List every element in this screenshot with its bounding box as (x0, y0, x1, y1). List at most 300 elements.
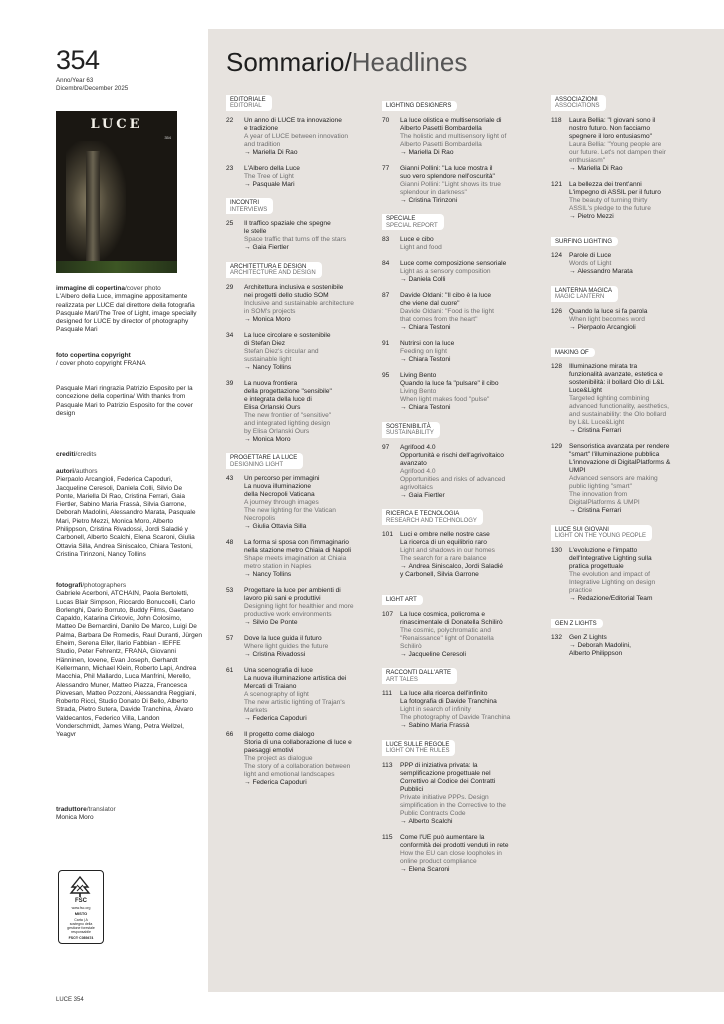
entry-body (569, 443, 705, 515)
section-label-en: LIGHT ON THE RULES (386, 748, 450, 754)
entry-title-en: Gianni Pollini: "Light shows its true splendour in darkness" (400, 180, 501, 196)
entry-title: Un percorso per immagini La nuova illuminazione della Necropoli Vaticana (244, 475, 320, 498)
page-number: 87 (382, 292, 390, 299)
page-number: 39 (226, 379, 234, 387)
contents-section (551, 612, 705, 659)
entry-author: → Daniela Colli (400, 276, 536, 284)
entry-author: → Deborah Madolini, Alberto Philippson (569, 642, 705, 658)
issue-number: 354 (56, 45, 100, 75)
section-label-en: DESIGNING LIGHT (230, 461, 284, 468)
entry-author: → Monica Moro (244, 316, 380, 324)
section-label (226, 262, 322, 278)
credits-heading-line (56, 451, 202, 459)
contents-entry (551, 117, 705, 173)
cover-image (56, 111, 177, 273)
entry-title-en: A year of LUCE between innovation and tradition (244, 132, 349, 148)
entry-title-en: Shape meets imagination at Chiaia metro station in Naples (244, 555, 347, 570)
contents-section (226, 261, 380, 444)
contents-entry (382, 292, 536, 332)
entry-title-en: When light becomes word (569, 315, 645, 323)
contents-entry (382, 690, 536, 730)
contents-entry (551, 252, 705, 276)
entry-title: L'Albero della Luce (244, 164, 300, 172)
entry-title: Gianni Pollini: "La luce mostra il suo vero splendore nell'oscurità" (400, 164, 495, 180)
contents-entry (226, 635, 380, 659)
section-label-it: EDITORIALE (230, 96, 266, 103)
contents-entry (382, 611, 536, 659)
section-label (551, 348, 595, 358)
entry-body (244, 165, 380, 189)
contents-section (551, 341, 705, 516)
entry-author: → Cristina Tirinzoni (400, 197, 536, 205)
fsc-tree-icon (68, 876, 92, 898)
entry-author: → Giulia Ottavia Silla (244, 523, 380, 531)
page-number: 34 (226, 331, 234, 339)
entry-title: Nutrirsi con la luce (400, 340, 455, 347)
section-label-en: SUSTAINABILITY (386, 430, 434, 436)
fsc-mark: FSC (75, 898, 87, 904)
section-label (551, 237, 618, 247)
entry-author: → Andrea Siniscalco, Jordi Saladié y Carbonell, Silvia Garrone (400, 563, 536, 579)
entry-author: → Gaia Fiertler (400, 492, 536, 500)
entry-body (400, 117, 536, 157)
entry-title: Luce e cibo (400, 236, 434, 243)
section-label (382, 740, 455, 756)
section-label-en: INTERVIEWS (230, 206, 268, 213)
entry-body (400, 611, 536, 659)
section-label (551, 286, 618, 302)
issue-date: Dicembre/December 2025 (56, 85, 129, 93)
contents-section (551, 285, 705, 332)
section-label-it: RACCONTI DALL'ARTE (386, 670, 452, 676)
entry-author: → Mariella Di Rao (244, 149, 380, 157)
entry-title-en: Feeding on light (400, 348, 447, 355)
entry-body (569, 634, 705, 658)
entry-body (569, 181, 705, 221)
entry-title: Living Bento Quando la luce fa "pulsare" il cibo (400, 372, 499, 387)
entry-title: La luce cosmica, policroma e rinascimentale di Donatella Schilirò (400, 610, 503, 626)
contents-section (551, 94, 705, 221)
fsc-mix: MISTO (74, 911, 88, 916)
entry-body (400, 762, 536, 826)
entry-title-en: Davide Oldani: "Food is the light that comes from the heart" (400, 308, 494, 323)
entry-title-en: Laura Bellia: "Young people are our future. Let's not dampen their enthusiasm" (569, 140, 666, 164)
entry-author: → Chiara Testoni (400, 356, 536, 364)
entry-title-en: The holistic and multisensory light of Alberto Pasetti Bombardella (400, 132, 507, 148)
entry-title: Gen Z Lights (569, 634, 607, 641)
entry-author: → Cristina Rivadossi (244, 651, 380, 659)
section-label (382, 214, 444, 230)
section-label-it: INCONTRI (230, 200, 259, 206)
fsc-code: FSC® C089474 (68, 936, 94, 940)
section-label (382, 509, 483, 525)
section-label-it: RICERCA E TECNOLOGIA (386, 511, 460, 517)
page-number: 111 (382, 690, 393, 697)
entry-body (400, 834, 536, 874)
contents-section (382, 421, 536, 500)
entry-body (569, 117, 705, 173)
entry-author: → Redazione/Editorial Team (569, 595, 705, 603)
entry-title: Il traffico spaziale che spegne le stelle (244, 220, 331, 235)
section-label (382, 101, 457, 111)
authors-list: Pierpaolo Arcangioli, Federica Capoduri, Jacqueline Ceresoli, Daniela Colli, Silvio De Ponte, Mariella Di Rao, Cristina Ferrari, Gaia Fiertler, Sabino Maria Frassà, Silvia Garrone, Deborah Madolini, Alessandro Marata, Pasquale Mari, Pietro Mezzi, Monica Moro, Alberto Philippson, Cristina Rivadossi, Jordi Saladié y Carbonell, Alberto Scalchi, Elena Scaroni, Giulia Ottavia Silla, Andrea Siniscalco, Chiara Testoni, Cristina Tirinzoni, Nancy Tollins (56, 476, 196, 558)
translator-heading: traduttore (56, 806, 87, 813)
entry-author: → Sabino Maria Frassà (400, 722, 536, 730)
entry-title-en: Designing light for healthier and more productive work environments (244, 603, 354, 618)
page-number: 107 (382, 610, 394, 618)
entry-author: → Federica Capoduri (244, 779, 380, 787)
title-it: Sommario (226, 47, 345, 77)
entry-title: Il progetto come dialogo Storia di una collaborazione di luce e paesaggi emotivi (244, 731, 352, 754)
section-label (382, 595, 423, 605)
entry-title-en: Light and food (400, 244, 442, 251)
cover-copyright (56, 352, 202, 369)
entry-title: La bellezza dei trent'anni L'impegno di ASSIL per il futuro (569, 180, 661, 196)
entry-title-en: Light in search of infinity The photography of Davide Tranchina (400, 706, 511, 721)
page-footer: LUCE 354 (56, 997, 84, 1003)
page-number: 84 (382, 260, 390, 267)
entry-title: La nuova frontiera della progettazione "sensibile" e integrata della luce di Elisa Orlanski Ours (244, 379, 332, 411)
entry-author: → Nancy Tollins (244, 364, 380, 372)
contents-entry (382, 372, 536, 412)
section-label-it: ARCHITETTURA E DESIGN (230, 263, 307, 270)
page-number: 66 (226, 731, 234, 738)
entry-title: Dove la luce guida il futuro (244, 635, 322, 642)
copyright-text: / cover photo copyright FRANA (56, 360, 146, 368)
section-label-it: SURFING LIGHTING (555, 238, 613, 245)
entry-author: → Cristina Ferrari (569, 427, 705, 435)
page-number: 118 (551, 116, 562, 124)
section-label-en: ARCHITECTURE AND DESIGN (230, 270, 316, 276)
fsc-line4: responsabile (71, 930, 91, 934)
entry-title: Laura Bellia: "I giovani sono il nostro futuro. Non facciamo spegnere il loro entusiasmo" (569, 116, 656, 140)
entry-body (244, 667, 380, 723)
contents-entry (382, 165, 536, 205)
fsc-line3: gestione forestale (67, 926, 95, 930)
contents-entry (551, 308, 705, 332)
page-number: 48 (226, 539, 234, 546)
page-number: 101 (382, 531, 394, 538)
issue-meta (56, 77, 128, 93)
page-number: 95 (382, 372, 390, 379)
contents-entry (226, 539, 380, 579)
page-number: 57 (226, 635, 234, 642)
entry-body (244, 380, 380, 444)
entry-body (400, 236, 536, 252)
authors-heading: autori (56, 468, 75, 475)
entry-body (569, 363, 705, 435)
entry-title-en: The cosmic, polychromatic and "Renaissance" light of Donatella Schilirò (400, 626, 494, 650)
entry-author: → Mariella Di Rao (400, 149, 536, 157)
entry-body (244, 475, 380, 531)
contents-entry (382, 260, 536, 284)
section-label-it: LANTERNA MAGICA (555, 287, 613, 294)
section-label-en: ASSOCIATIONS (555, 103, 600, 109)
entry-title: La luce olistica e multisensoriale di Alberto Pasetti Bombardella (400, 116, 502, 132)
page-number: 113 (382, 761, 393, 769)
entry-title: L'evoluzione e l'impatto dell'Integrative Lighting sulla pratica progettuale (569, 546, 652, 570)
fsc-line2: sostegno della (69, 922, 93, 926)
contents-section (382, 509, 536, 580)
entry-title-en: Targeted lighting combining advanced functionality, aesthetics, and sustainability: the Olo bollard by L&L Luce&Light (569, 395, 669, 426)
entry-title-en: Agrifood 4.0 Opportunities and risks of advanced agrivoltaics (400, 467, 506, 491)
entry-title-en: Where light guides the future (244, 643, 329, 650)
contents-entry (226, 475, 380, 531)
section-label-it: PROGETTARE LA LUCE (230, 455, 298, 461)
left-column (56, 0, 206, 1024)
entry-body (244, 539, 380, 579)
photographers-list: Gabriele Acerboni, ATCHAIN, Paola Bertoletti, Lucas Blair Simpson, Riccardo Bonuccelli, Carlo Borlenghi, Dario Borruto, Buddy Films, Gaetano Capaldo, Katarina Cirkovic, John Colosimo, Matteo De Bernardini, Danilo De Marco, Luigi De Palma, Barbara De Romedis, Raul Duranti, Jürgen Eheim, Serena Eller, Ilario Fabbian - IEFFE Studio, Peter Fehrentz, FRANA, Giovanni Hänninen, Iovene, Evan Joseph, Gerhardt Kellermann, Michael Klein, Roberto Lapi, Andrea Macchia, Phil Mallardo, Luca Manfrini, Merello, Alessandro Muner, Matteo Piazza, Francesca Piovesan, Matteo Pozzoni, Alessandra Reggiani, Roberto Ricci, Studio Donato Di Bello, Alberto Strada, Pietro Sutera, Davide Tranchina, Álvaro Valdecantos, Federico Villa, Landon Vonderschmidt, James Wang, Petra Wellzel, Yeagvr (56, 590, 202, 739)
contents-entry (551, 181, 705, 221)
page-number: 53 (226, 587, 234, 594)
page-number: 97 (382, 443, 390, 451)
photographers-heading: fotografi (56, 582, 83, 589)
entry-title-en: The project as dialogue The story of a collaboration between light and emotional landscapes (244, 755, 351, 778)
entry-title-en: Words of Light (569, 260, 612, 267)
entry-title: Quando la luce si fa parola (569, 307, 648, 315)
section-label-en: RESEARCH AND TECHNOLOGY (386, 517, 477, 524)
entry-body (244, 117, 380, 157)
contents-entry (226, 165, 380, 189)
entry-title: Parole di Luce (569, 252, 612, 259)
page-number: 61 (226, 667, 234, 674)
contents-section (226, 453, 380, 788)
entry-title: Un anno di LUCE tra innovazione e tradizione (244, 116, 342, 132)
page-number: 70 (382, 116, 390, 124)
entry-title-en: Advanced sensors are making public lighting "smart" The innovation from DigitalPlatforms & UMPI (569, 475, 658, 506)
entry-author: → Chiara Testoni (400, 404, 536, 412)
entry-body (244, 731, 380, 787)
section-label-it: GEN Z LIGHTS (555, 620, 597, 627)
entry-title: PPP di iniziativa privata: la semplificazione progettuale nel Correttivo al Codice dei Contratti Pubblici (400, 761, 496, 793)
contents-entry (551, 547, 705, 603)
section-label (551, 95, 606, 111)
entry-title: Architettura inclusiva e sostenibile nei progetti dello studio SOM (244, 283, 344, 299)
section-label-it: SPECIALE (386, 216, 416, 222)
entry-body (400, 260, 536, 284)
page-number: 23 (226, 164, 234, 172)
cover-issue-number: 354 (164, 135, 171, 140)
contents-entry (226, 220, 380, 252)
entry-title-en: The beauty of turning thirty ASSIL's pledge to the future (569, 196, 651, 212)
entry-title: Come l'UE può aumentare la conformità dei prodotti venduti in rete (400, 833, 509, 849)
contents-section (382, 739, 536, 874)
cover-logo: LUCE (90, 117, 143, 132)
entry-body (569, 252, 705, 276)
cover-credit-text: L'Albero della Luce, immagine appositamente realizzata per LUCE dal direttore della fotografia Pasquale Mari/The Tree of Light, image specially designed for LUCE by director of photography Pasquale Mari (56, 293, 197, 334)
entry-body (400, 444, 536, 500)
entry-author: → Mariella Di Rao (569, 165, 705, 173)
entry-title: Luce come composizione sensoriale (400, 260, 507, 267)
entry-body (400, 292, 536, 332)
entry-title: La luce circolare e sostenibile di Stefan Diez (244, 331, 331, 347)
entry-body (244, 220, 380, 252)
page-number: 124 (551, 252, 563, 259)
credits-heading: crediti (56, 451, 76, 458)
page-number: 132 (551, 634, 563, 641)
entry-body (244, 635, 380, 659)
entry-title-en: A journey through images The new lighting for the Vatican Necropolis (244, 499, 336, 522)
entry-title: Luci e ombre nelle nostre case La ricerca di un equilibrio raro (400, 531, 490, 546)
section-label-it: LUCE SUI GIOVANI (555, 526, 609, 533)
contents-section (382, 588, 536, 659)
section-label-en: EDITORIAL (230, 103, 262, 109)
contents-entry (382, 236, 536, 252)
entry-body (400, 340, 536, 364)
entry-title: Davide Oldani: "Il cibo è la luce che viene dal cuore" (400, 292, 492, 307)
photographers-block (56, 582, 202, 740)
entry-body (244, 332, 380, 372)
authors-block (56, 468, 202, 559)
page-number: 126 (551, 307, 563, 315)
entry-author: → Chiara Testoni (400, 324, 536, 332)
entry-body (400, 372, 536, 412)
issue-year: Anno/Year 63 (56, 77, 94, 84)
contents-entry (226, 667, 380, 723)
page-number: 91 (382, 340, 390, 347)
page-number: 22 (226, 116, 234, 124)
page-number: 128 (551, 363, 563, 370)
contents-entry (382, 531, 536, 579)
credits-heading-en: /credits (75, 451, 97, 458)
photographers-heading-en: /photographers (82, 582, 127, 589)
cover-credit-heading-en: /cover photo (125, 285, 161, 292)
section-label-en: LIGHT ON THE YOUNG PEOPLE (555, 533, 647, 539)
entry-title: Progettare la luce per ambienti di lavoro più sani e produttivi (244, 587, 341, 602)
page-number: 129 (551, 443, 563, 450)
entry-title-en: The evolution and impact of Integrative Lighting on design practice (569, 570, 656, 594)
cover-credit (56, 285, 202, 335)
entry-author: → Jacqueline Ceresoli (400, 651, 536, 659)
entry-body (400, 165, 536, 205)
page-number: 29 (226, 283, 234, 291)
section-label-it: ASSOCIAZIONI (555, 96, 598, 103)
entry-author: → Alberto Scalchi (400, 818, 536, 826)
entry-author: → Gaia Fiertler (244, 244, 380, 252)
entry-author: → Monica Moro (244, 436, 380, 444)
page-number: 115 (382, 833, 393, 841)
section-label (551, 619, 603, 629)
contents-section (551, 524, 705, 603)
entry-title: Agrifood 4.0 Opportunità e rischi dell'agrivoltaico avanzato (400, 443, 504, 467)
section-label-it: SOSTENIBILITÀ (386, 423, 431, 430)
entry-title-en: Space traffic that turns off the stars (244, 236, 347, 243)
entry-title-en: Light and shadows in our homes The search for a rare balance (400, 547, 495, 562)
section-label (226, 95, 272, 111)
contents-section (226, 94, 380, 189)
contents-entry (226, 731, 380, 787)
entry-body (244, 284, 380, 324)
contents-column-2 (382, 94, 536, 883)
entry-title: La luce alla ricerca dell'infinito La fotografia di Davide Tranchina (400, 690, 497, 705)
entry-author: → Elena Scaroni (400, 866, 536, 874)
contents-column-1 (226, 94, 380, 796)
contents-entry (551, 634, 705, 658)
entry-title: La forma si sposa con l'immaginario nella stazione metro Chiaia di Napoli (244, 539, 352, 554)
contents-entry (226, 587, 380, 627)
contents-entry (382, 834, 536, 874)
entry-author: → Nancy Tollins (244, 571, 380, 579)
entry-author: → Pierpaolo Arcangioli (569, 324, 705, 332)
contents-section (382, 668, 536, 731)
section-label (551, 525, 652, 541)
entry-title: Sensoristica avanzata per rendere "smart" l'illuminazione pubblica L'innovazione di DigitalPlatforms & UMPI (569, 443, 671, 474)
section-label-en: MAGIC LANTERN (555, 294, 605, 300)
fsc-url: www.fsc.org (71, 906, 91, 910)
section-label (382, 422, 440, 438)
contents-section (226, 198, 380, 253)
contents-section (382, 214, 536, 413)
entry-title-en: The Tree of Light (244, 172, 294, 180)
entry-body (569, 308, 705, 332)
page-number: 130 (551, 546, 563, 554)
section-label (382, 668, 457, 684)
contents-entry (382, 444, 536, 500)
entry-author: → Federica Capoduri (244, 715, 380, 723)
contents-section (382, 94, 536, 205)
section-label-it: LUCE SULLE REGOLE (386, 741, 450, 748)
entry-title-en: Living Bento When light makes food "pulse" (400, 388, 490, 403)
fsc-line1: Carta | A (74, 918, 88, 922)
contents-entry (226, 332, 380, 372)
translator-heading-en: /translator (86, 806, 116, 813)
page-title (226, 47, 467, 77)
contents-entry (382, 117, 536, 157)
entry-title-en: Light as a sensory composition (400, 268, 491, 275)
entry-body (569, 547, 705, 603)
entry-title-en: The new frontier of "sensitive" and integrated lighting design by Elisa Orlanski Ours (244, 411, 332, 435)
section-label-it: LIGHT ART (386, 597, 417, 603)
entry-title-en: A scenography of light The new artistic lighting of Trajan's Markets (244, 691, 345, 714)
page-number: 77 (382, 164, 390, 172)
translator-block (56, 806, 202, 823)
entry-title-en: How the EU can close loopholes in online product compliance (400, 849, 502, 865)
entry-title: Illuminazione mirata tra funzionalità avanzate, estetica e sostenibilità: il bollard Olo di L&L Luce&Light (569, 363, 665, 394)
title-separator: / (344, 47, 352, 77)
section-label-en: SPECIAL REPORT (386, 222, 438, 229)
copyright-heading: foto copertina copyright (56, 352, 131, 359)
contents-column-3 (551, 94, 705, 667)
cover-credit-heading: immagine di copertina (56, 285, 125, 292)
fsc-logo (58, 870, 104, 944)
contents-section (551, 230, 705, 277)
page-number: 43 (226, 475, 234, 482)
entry-body (400, 531, 536, 579)
translator-name: Monica Moro (56, 814, 94, 822)
contents-entry (551, 443, 705, 515)
contents-entry (226, 117, 380, 157)
page-number: 121 (551, 180, 563, 188)
contents-entry (551, 363, 705, 435)
section-label-en: ART TALES (386, 676, 418, 683)
contents-entry (226, 380, 380, 444)
entry-body (244, 587, 380, 627)
entry-author: → Pasquale Mari (244, 181, 380, 189)
entry-author: → Silvio De Ponte (244, 619, 380, 627)
section-label (226, 198, 273, 214)
contents-entry (382, 340, 536, 364)
entry-title-en: Inclusive and sustainable architecture in SOM's projects (244, 299, 354, 315)
entry-title: Una scenografia di luce La nuova illuminazione artistica dei Mercati di Traiano (244, 667, 347, 690)
entry-author: → Cristina Ferrari (569, 507, 705, 515)
entry-author: → Alessandro Marata (569, 268, 705, 276)
section-label-it: MAKING OF (555, 349, 589, 356)
title-en: Headlines (351, 47, 468, 77)
entry-title-en: Stefan Diez's circular and sustainable light (244, 347, 319, 363)
entry-author: → Pietro Mezzi (569, 213, 705, 221)
contents-entry (382, 762, 536, 826)
entry-title-en: Private initiative PPPs. Design simplification in the Corrective to the Public Contracts Code (400, 793, 506, 817)
